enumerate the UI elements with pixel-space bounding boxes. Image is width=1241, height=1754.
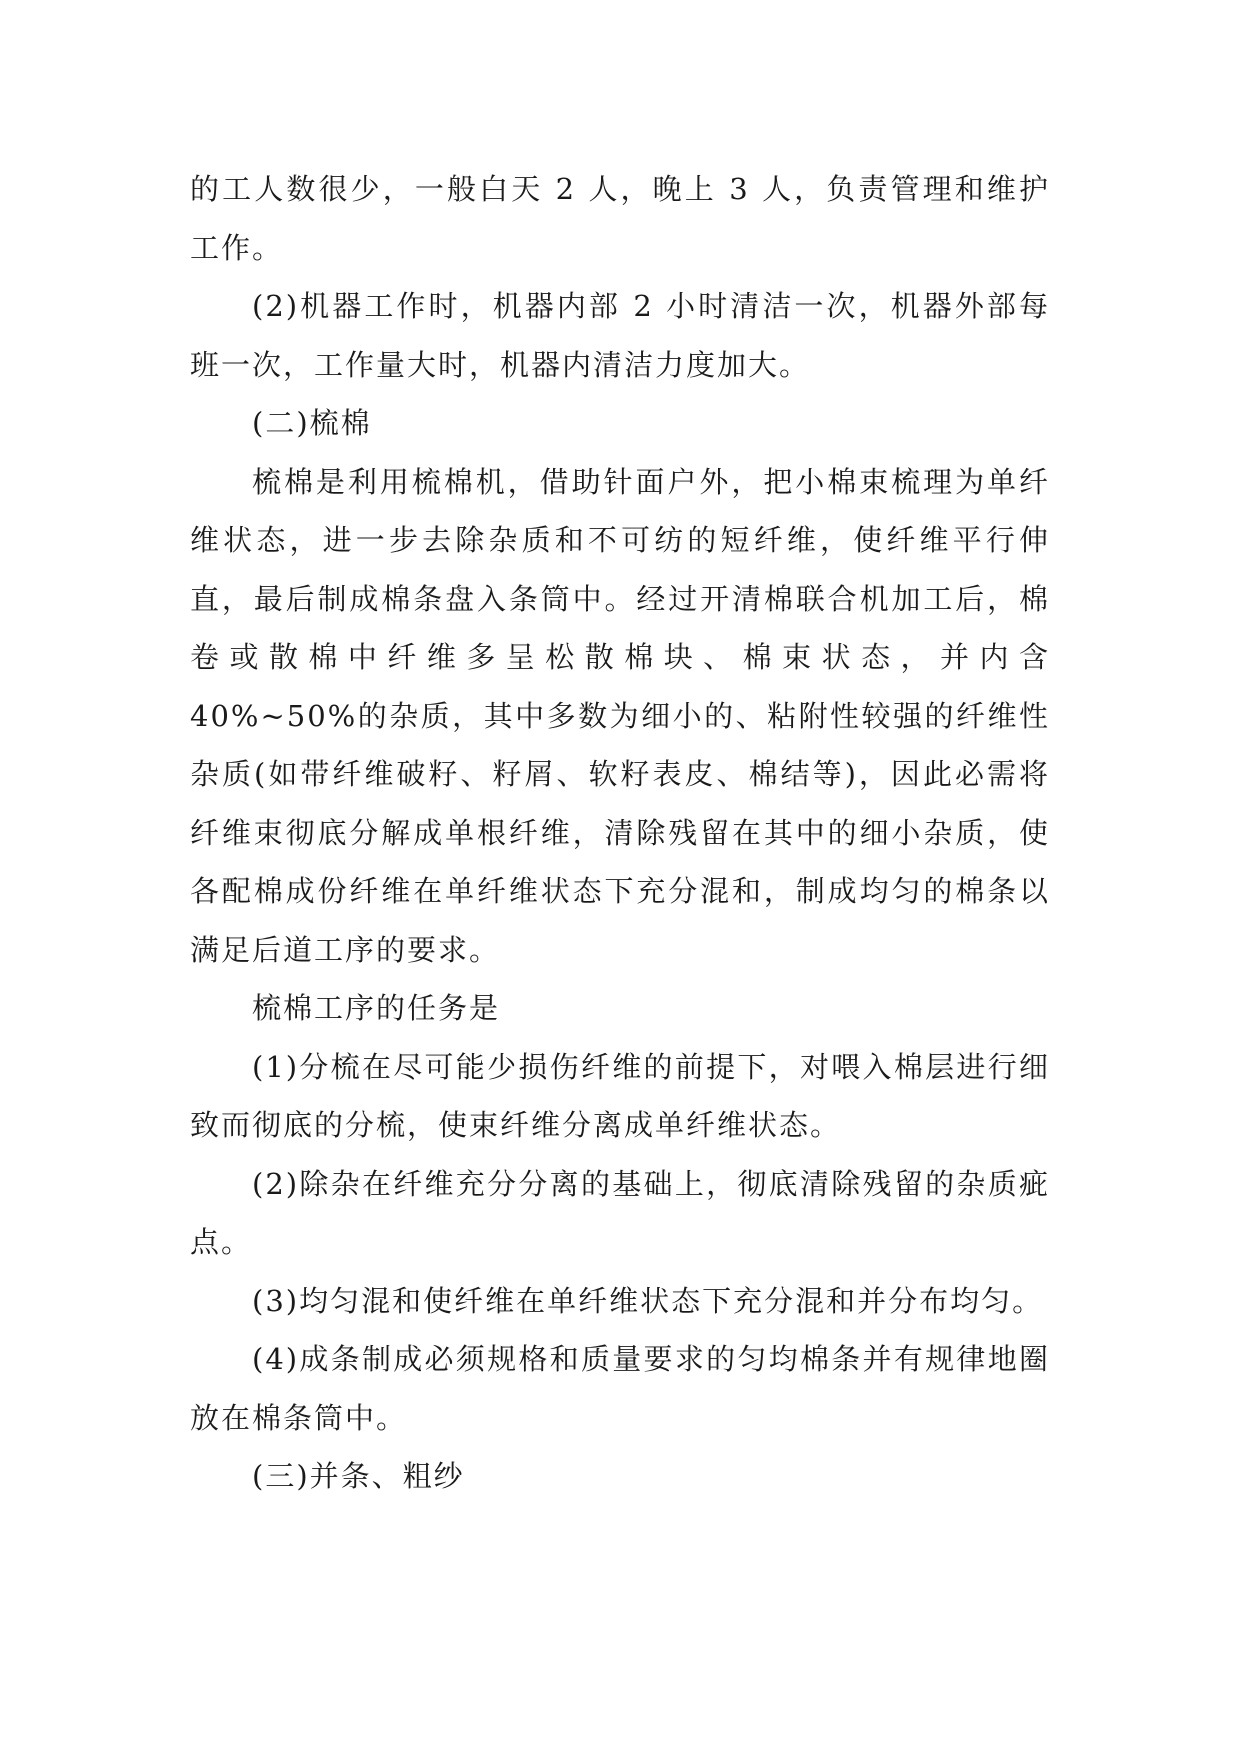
section-heading-carding: (二)梳棉 [252,406,372,440]
paragraph-item-2-cleaning: (2)机器工作时，机器内部 2 小时清洁一次，机器外部每班一次，工作量大时，机器内清洁力度加大。 [190,289,1050,382]
paragraph-continuation: 的工人数很少，一般白天 2 人，晚上 3 人，负责管理和维护工作。 [190,172,1050,265]
paragraph-carding-tasks-intro: 梳棉工序的任务是 [252,991,501,1025]
paragraph-task-1: (1)分梳在尽可能少损伤纤维的前提下，对喂入棉层进行细致而彻底的分梳，使束纤维分离成单纤维状态。 [190,1049,1050,1142]
paragraph-task-2: (2)除杂在纤维充分分离的基础上，彻底清除残留的杂质疵点。 [190,1166,1050,1259]
document-body [190,160,1050,1506]
paragraph-task-4: (4)成条制成必须规格和质量要求的匀均棉条并有规律地圈放在棉条筒中。 [190,1342,1050,1435]
paragraph-task-3: (3)均匀混和使纤维在单纤维状态下充分混和并分布均匀。 [252,1283,1044,1318]
paragraph-carding-description: 梳棉是利用梳棉机，借助针面户外，把小棉束梳理为单纤维状态，进一步去除杂质和不可纺的短纤维，使纤维平行伸直，最后制成棉条盘入条筒中。经过开清棉联合机加工后，棉卷或散棉中纤维多呈松散棉块、棉束状态，并内含 40%~50%的杂质，其中多数为细小的、粘附性较强的纤维性杂质(如带纤维破籽、籽屑、软籽表皮、棉结等)，因此必需将纤维束彻底分解成单根纤维，清除残留在其中的细小杂质，使各配棉成份纤维在单纤维状态下充分混和，制成均匀的棉条以满足后道工序的要求。 [190,464,1050,967]
section-heading-drawing-roving: (三)并条、粗纱 [252,1459,465,1493]
